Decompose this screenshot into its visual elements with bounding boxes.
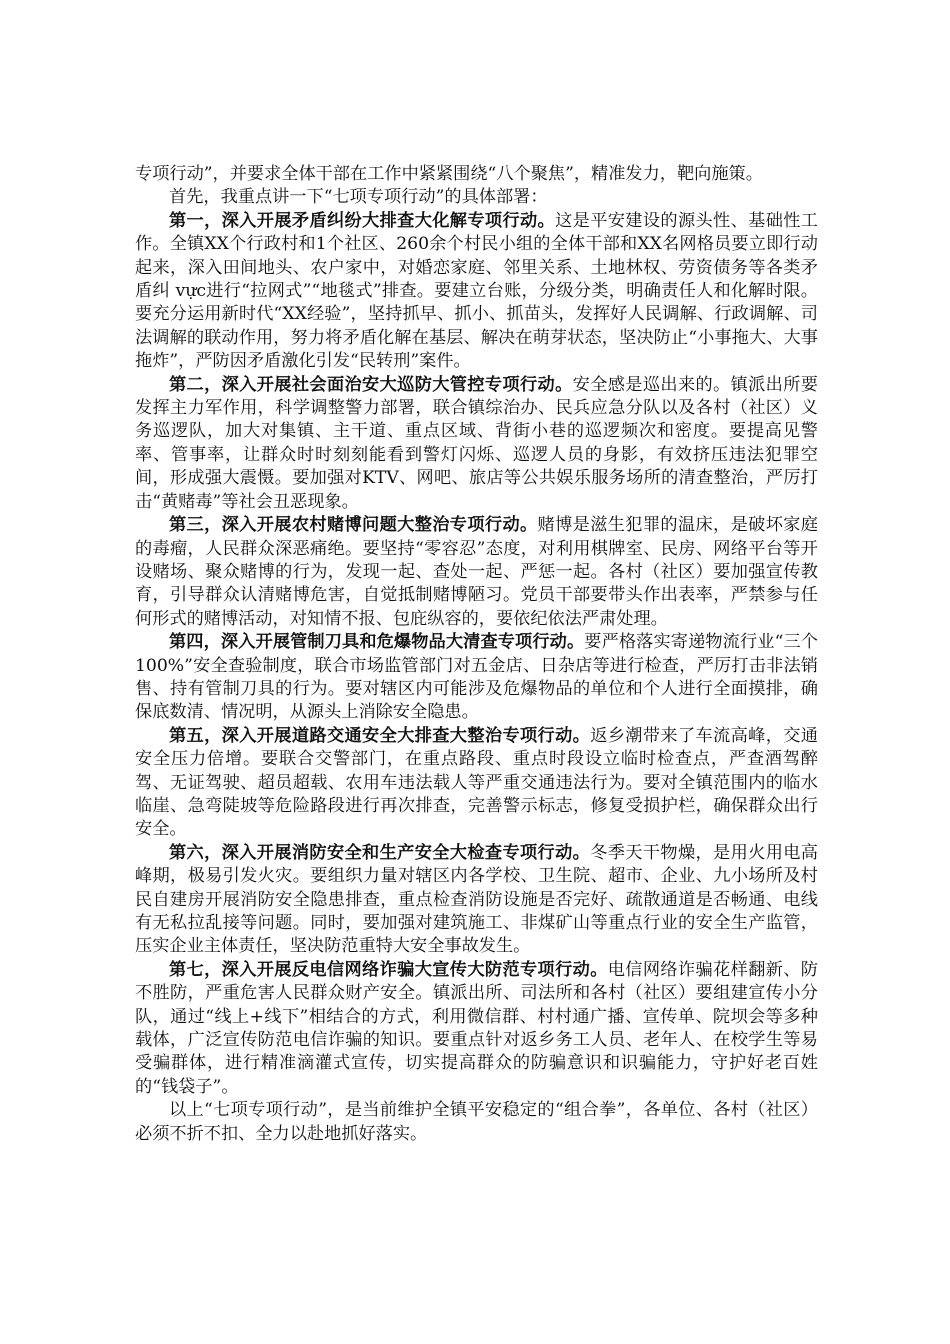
paragraph-heading: 第七，深入开展反电信网络诈骗大宣传大防范专项行动。	[169, 959, 608, 980]
paragraph-text: 冬季天干物燥，是用火用电高峰期，极易引发火灾。要组织力量对辖区内各学校、卫生院、超市、企业、九小场所及村民自建房开展消防安全隐患排查，重点检查消防设施是否完好、疏散通道是否畅通、电线有无私拉乱接等问题。同时，要加强对建筑施工、非煤矿山等重点行业的安全生产监管，压实企业主体责任，坚决防范重特大安全事故发生。	[135, 842, 818, 957]
paragraph-action-7	[135, 959, 818, 1099]
paragraph-heading: 第一，深入开展矛盾纠纷大排查大化解专项行动。	[169, 210, 556, 231]
paragraph-heading: 第二，深入开展社会面治安大巡防大管控专项行动。	[169, 374, 573, 395]
paragraph-conclusion	[135, 1099, 818, 1146]
paragraph-heading: 第六，深入开展消防安全和生产安全大检查专项行动。	[169, 842, 591, 863]
paragraph-action-5	[135, 725, 818, 842]
paragraph-text: 要严格落实寄递物流行业“三个100%”安全查验制度，联合市场监管部门对五金店、日杂店等进行检查，严厉打击非法销售、持有管制刀具的行为。要对辖区内可能涉及危爆物品的单位和个人进行全面摸排，确保底数清、情况明，从源头上消除安全隐患。	[135, 632, 818, 723]
paragraph-text: 这是平安建设的源头性、基础性工作。全镇XX个行政村和1个社区、260余个村民小组的全体干部和XX名网格员要立即行动起来，深入田间地头、农户家中，对婚恋家庭、邻里关系、土地林权、劳资债务等各类矛盾纠 vực进行“拉网式”“地毯式”排查。要建立台账，分级分类，明确责任人和化解时限。要充分运用新时代“XX经验”，坚持抓早、抓小、抓苗头，发挥好人民调解、行政调解、司法调解的联动作用，努力将矛盾化解在基层、解决在萌芽状态，坚决防止“小事拖大、大事拖炸”，严防因矛盾激化引发“民转刑”案件。	[135, 210, 818, 372]
paragraph-heading: 第四，深入开展管制刀具和危爆物品大清查专项行动。	[169, 632, 585, 653]
paragraph-text: 安全感是巡出来的。镇派出所要发挥主力军作用，科学调整警力部署，联合镇综治办、民兵应急分队以及各村（社区）义务巡逻队，加大对集镇、主干道、重点区域、背街小巷的巡逻频次和密度。要提高见警率、管事率，让群众时时刻刻能看到警灯闪烁、巡逻人员的身影，有效挤压违法犯罪空间，形成强大震慑。要加强对KTV、网吧、旅店等公共娱乐服务场所的清查整治，严厉打击“黄赌毒”等社会丑恶现象。	[135, 374, 818, 512]
paragraph-heading: 第三，深入开展农村赌博问题大整治专项行动。	[169, 515, 538, 536]
paragraph-text: 首先，我重点讲一下“七项专项行动”的具体部署：	[169, 187, 548, 208]
paragraph-text: 赌博是滋生犯罪的温床，是破坏家庭的毒瘤，人民群众深恶痛绝。要坚持“零容忍”态度，对利用棋牌室、民房、网络平台等开设赌场、聚众赌博的行为，发现一起、查处一起、严惩一起。各村（社区）要加强宣传教育，引导群众认清赌博危害，自觉抵制赌博陋习。党员干部要带头作出表率，严禁参与任何形式的赌博活动，对知情不报、包庇纵容的，要依纪依法严肃处理。	[135, 515, 818, 629]
paragraph-action-4	[135, 631, 818, 725]
paragraph-heading: 第五，深入开展道路交通安全大排查大整治专项行动。	[169, 725, 591, 746]
paragraph-action-3	[135, 514, 818, 631]
paragraph-text: 返乡潮带来了车流高峰，交通安全压力倍增。要联合交警部门，在重点路段、重点时段设立临时检查点，严查酒驾醉驾、无证驾驶、超员超载、农用车违法载人等严重交通违法行为。要对全镇范围内的临水临崖、急弯陡坡等危险路段进行再次排查，完善警示标志，修复受损护栏，确保群众出行安全。	[135, 725, 818, 840]
paragraph-text: 以上“七项专项行动”，是当前维护全镇平安稳定的“组合拳”，各单位、各村（社区）必须不折不扣、全力以赴地抓好落实。	[135, 1100, 818, 1144]
document-page	[135, 163, 818, 1146]
paragraph-action-2	[135, 374, 818, 514]
paragraph-intro	[135, 186, 818, 209]
paragraph-action-1	[135, 210, 818, 374]
paragraph-text: 专项行动”，并要求全体干部在工作中紧紧围绕“八个聚焦”，精准发力，靶向施策。	[135, 164, 763, 184]
paragraph-action-6	[135, 842, 818, 959]
paragraph-continuation	[135, 163, 818, 186]
paragraph-text: 电信网络诈骗花样翻新、防不胜防，严重危害人民群众财产安全。镇派出所、司法所和各村（社区）要组建宣传小分队，通过“线上+线下”相结合的方式，利用微信群、村村通广播、宣传单、院坝会等多种载体，广泛宣传防范电信诈骗的知识。要重点针对返乡务工人员、老年人、在校学生等易受骗群体，进行精准滴灌式宣传，切实提高群众的防骗意识和识骗能力，守护好老百姓的“钱袋子”。	[135, 959, 818, 1097]
